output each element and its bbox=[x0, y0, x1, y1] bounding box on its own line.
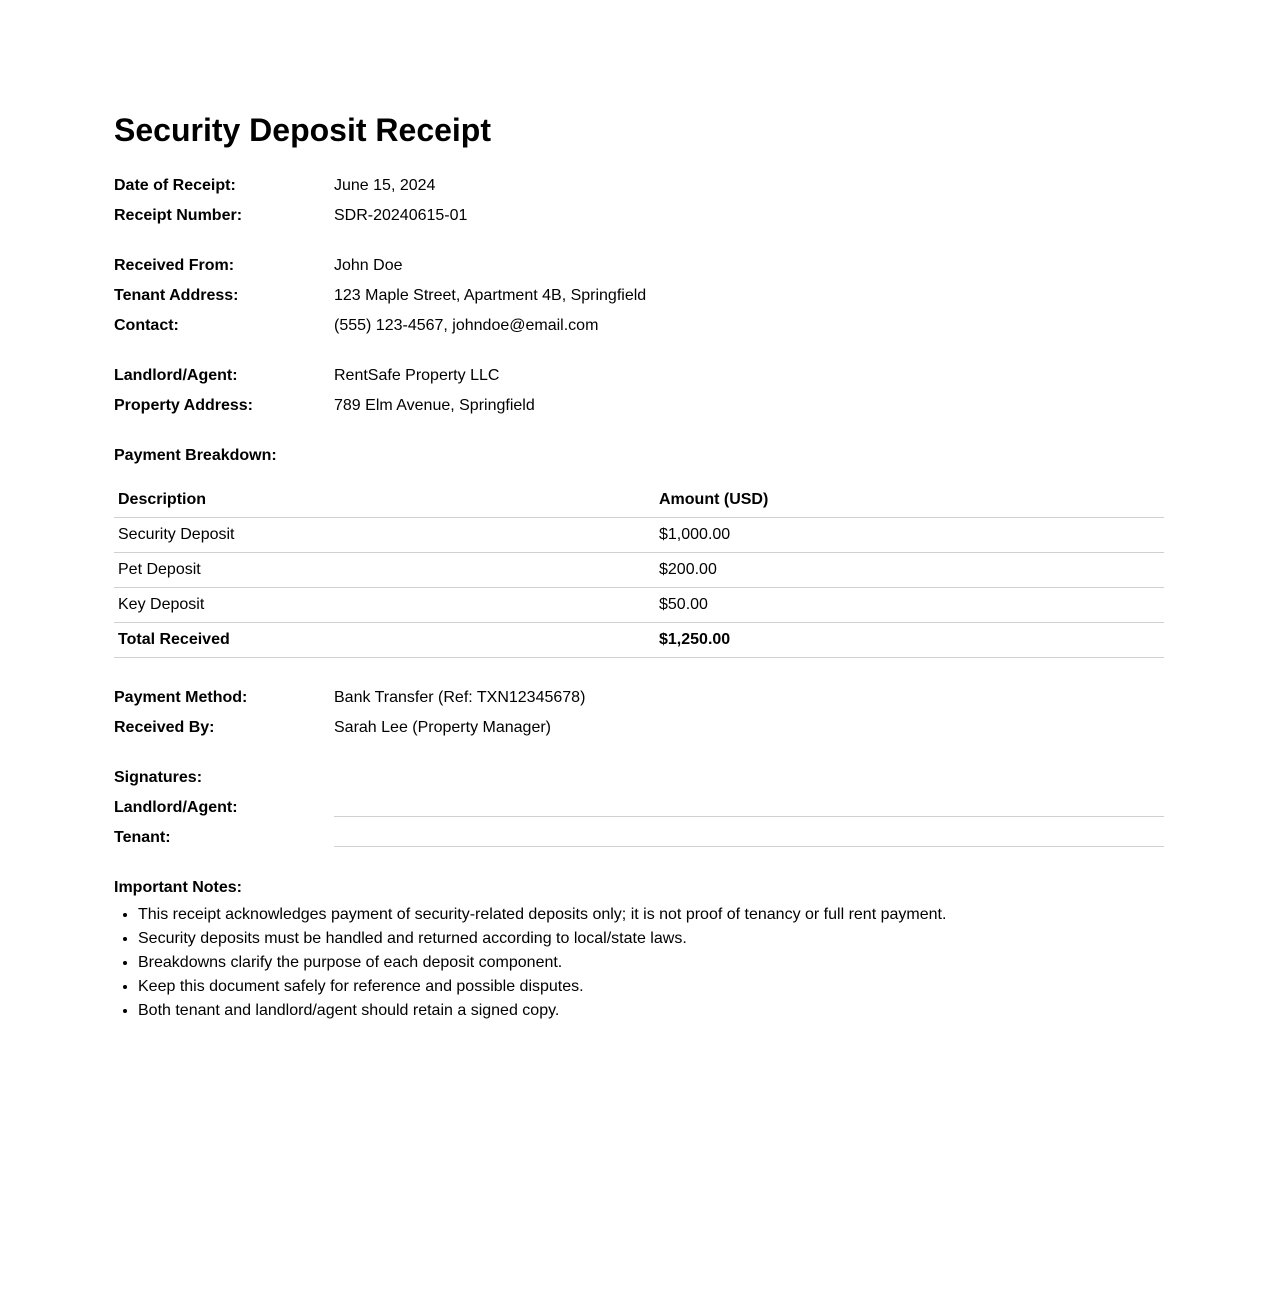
field-label: Payment Method: bbox=[114, 689, 248, 706]
payment-breakdown-heading: Payment Breakdown: bbox=[114, 447, 277, 464]
landlord-signature-row bbox=[114, 793, 1164, 823]
received-from-row bbox=[114, 251, 1164, 281]
column-header-description: Description bbox=[114, 483, 655, 518]
field-label: Tenant Address: bbox=[114, 287, 239, 304]
field-label: Contact: bbox=[114, 317, 179, 334]
payment-info bbox=[114, 683, 1164, 743]
table-row bbox=[114, 588, 1164, 623]
field-label: Received By: bbox=[114, 719, 215, 736]
signatures-heading: Signatures: bbox=[114, 769, 203, 786]
field-value: John Doe bbox=[334, 257, 403, 274]
field-value: Bank Transfer (Ref: TXN12345678) bbox=[334, 689, 586, 706]
landlord-info bbox=[114, 361, 1164, 421]
important-notes-list bbox=[114, 903, 1164, 1023]
list-item: • This receipt acknowledges payment of security-related deposits only; it is not proof of tenancy or full rent payment. bbox=[138, 903, 1164, 927]
important-notes-heading: Important Notes: bbox=[114, 879, 242, 896]
total-label: Total Received bbox=[114, 623, 655, 658]
table-row bbox=[114, 518, 1164, 553]
row-description: Security Deposit bbox=[114, 518, 655, 553]
row-amount: $200.00 bbox=[655, 553, 1164, 588]
signatures-heading-row bbox=[114, 763, 1164, 793]
field-value: (555) 123-4567, johndoe@email.com bbox=[334, 317, 599, 334]
tenant-info bbox=[114, 251, 1164, 341]
tenant-signature-row bbox=[114, 823, 1164, 853]
received-by-row bbox=[114, 713, 1164, 743]
date-of-receipt-row bbox=[114, 171, 1164, 201]
table-row bbox=[114, 553, 1164, 588]
landlord-signature-line[interactable] bbox=[334, 793, 1164, 817]
field-value: 789 Elm Avenue, Springfield bbox=[334, 397, 535, 414]
row-amount: $1,000.00 bbox=[655, 518, 1164, 553]
row-description: Key Deposit bbox=[114, 588, 655, 623]
column-header-amount: Amount (USD) bbox=[655, 483, 1164, 518]
field-value: June 15, 2024 bbox=[334, 177, 436, 194]
total-amount: $1,250.00 bbox=[655, 623, 1164, 658]
list-item: • Breakdowns clarify the purpose of each deposit component. bbox=[138, 951, 1164, 975]
tenant-signature-line[interactable] bbox=[334, 823, 1164, 847]
field-value: SDR-20240615-01 bbox=[334, 207, 468, 224]
payment-method-row bbox=[114, 683, 1164, 713]
contact-row bbox=[114, 311, 1164, 341]
field-label: Landlord/Agent: bbox=[114, 367, 238, 384]
signature-label: Landlord/Agent: bbox=[114, 799, 238, 816]
landlord-agent-row bbox=[114, 361, 1164, 391]
page-title: Security Deposit Receipt bbox=[114, 112, 491, 148]
receipt-number-row bbox=[114, 201, 1164, 231]
row-amount: $50.00 bbox=[655, 588, 1164, 623]
receipt-info bbox=[114, 171, 1164, 231]
field-label: Property Address: bbox=[114, 397, 253, 414]
field-value: Sarah Lee (Property Manager) bbox=[334, 719, 551, 736]
row-description: Pet Deposit bbox=[114, 553, 655, 588]
table-header-row bbox=[114, 483, 1164, 518]
total-row bbox=[114, 623, 1164, 658]
list-item: • Security deposits must be handled and returned according to local/state laws. bbox=[138, 927, 1164, 951]
field-value: 123 Maple Street, Apartment 4B, Springfield bbox=[334, 287, 647, 304]
field-label: Receipt Number: bbox=[114, 207, 243, 224]
list-item: • Keep this document safely for reference and possible disputes. bbox=[138, 975, 1164, 999]
payment-breakdown-table bbox=[114, 483, 1164, 658]
tenant-address-row bbox=[114, 281, 1164, 311]
field-value: RentSafe Property LLC bbox=[334, 367, 500, 384]
property-address-row bbox=[114, 391, 1164, 421]
field-label: Received From: bbox=[114, 257, 235, 274]
signatures-section bbox=[114, 763, 1164, 853]
signature-label: Tenant: bbox=[114, 829, 171, 846]
field-label: Date of Receipt: bbox=[114, 177, 236, 194]
list-item: • Both tenant and landlord/agent should retain a signed copy. bbox=[138, 999, 1164, 1023]
